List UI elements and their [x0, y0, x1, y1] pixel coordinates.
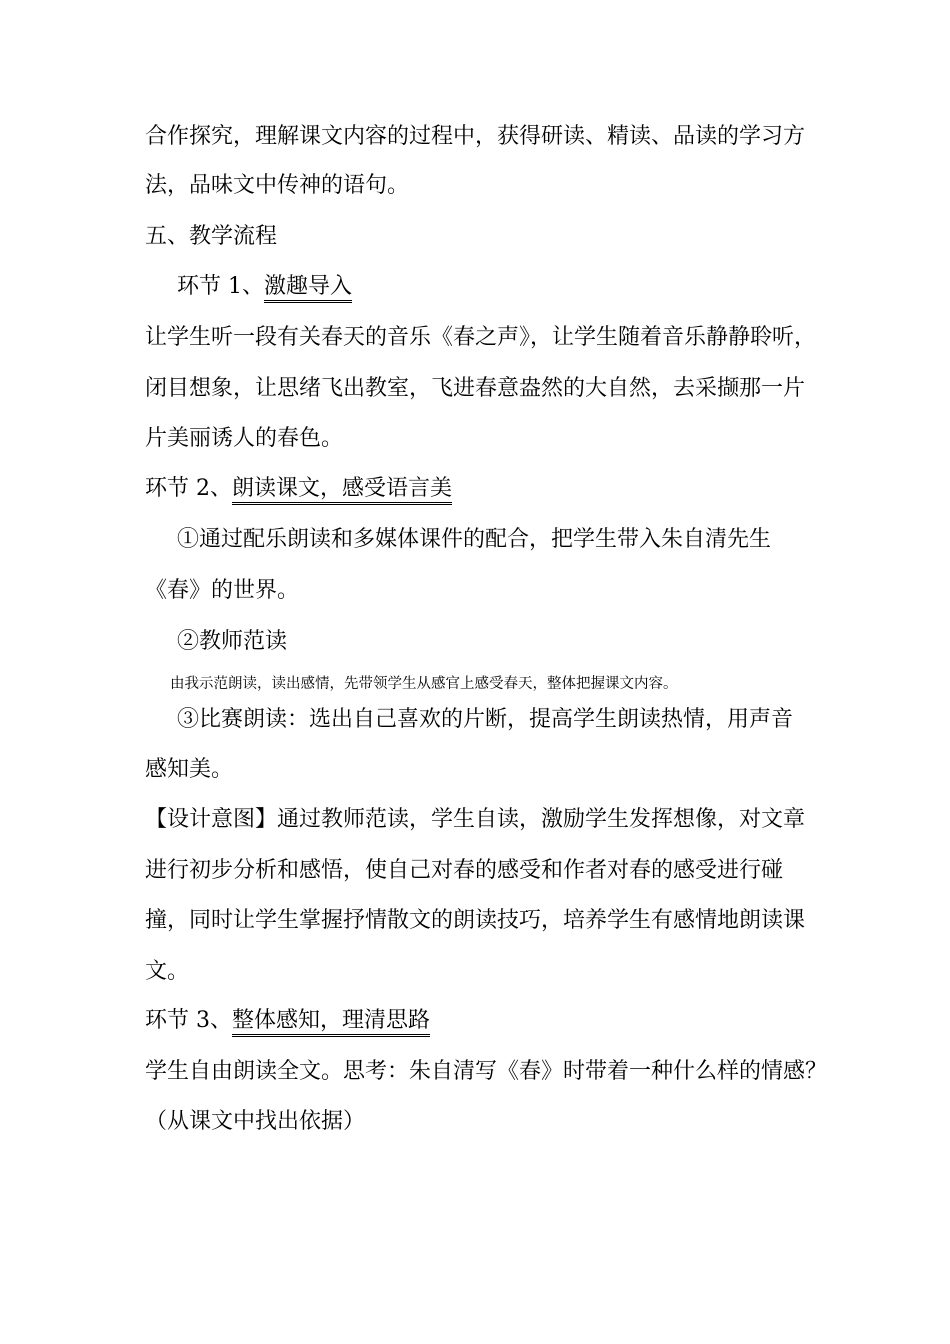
- paragraph-line: 进行初步分析和感悟，使自己对春的感受和作者对春的感受进行碰: [145, 858, 784, 883]
- paragraph-line: 让学生听一段有关春天的音乐《春之声》，让学生随着音乐静静聆听，: [145, 325, 817, 350]
- list-item-1: ①通过配乐朗读和多媒体课件的配合，把学生带入朱自清先生: [177, 527, 772, 552]
- section-heading-3: [145, 1006, 430, 1036]
- section-title: 整体感知，理清思路: [232, 1008, 430, 1037]
- paragraph-line: 感知美。: [145, 757, 234, 782]
- heading-teaching-process: 五、教学流程: [145, 224, 278, 249]
- section-title: 朗读课文，感受语言美: [232, 476, 452, 505]
- section-prefix: 环节 2、: [145, 476, 232, 501]
- section-heading-1: [177, 272, 352, 302]
- design-intent-line: 【设计意图】通过教师范读，学生自读，激励学生发挥想像，对文章: [145, 807, 806, 832]
- paragraph-line: 片美丽诱人的春色。: [145, 426, 344, 451]
- paragraph-line: 文。: [145, 959, 190, 984]
- section-prefix: 环节 1、: [177, 274, 264, 299]
- paragraph-line: 学生自由朗读全文。思考：朱自清写《春》时带着一种什么样的情感？: [145, 1059, 828, 1084]
- paragraph-line: 闭目想象，让思绪飞出教室，飞进春意盎然的大自然，去采撷那一片: [145, 376, 806, 401]
- paragraph-line: （从课文中找出依据）: [145, 1109, 366, 1134]
- paragraph-line: 撞，同时让学生掌握抒情散文的朗读技巧，培养学生有感情地朗读课: [145, 908, 806, 933]
- paragraph-line: 法，品味文中传神的语句。: [145, 173, 410, 198]
- paragraph-line: 合作探究，理解课文内容的过程中，获得研读、精读、品读的学习方: [145, 124, 806, 149]
- list-item-2: ②教师范读: [177, 629, 288, 654]
- section-heading-2: [145, 474, 452, 504]
- section-prefix: 环节 3、: [145, 1008, 232, 1033]
- section-title: 激趣导入: [264, 274, 352, 303]
- paragraph-line: 《春》的世界。: [145, 578, 300, 603]
- small-note: 由我示范朗读，读出感情，先带领学生从感官上感受春天，整体把握课文内容。: [170, 676, 678, 692]
- list-item-3: ③比赛朗读：选出自己喜欢的片断，提高学生朗读热情，用声音: [177, 707, 794, 732]
